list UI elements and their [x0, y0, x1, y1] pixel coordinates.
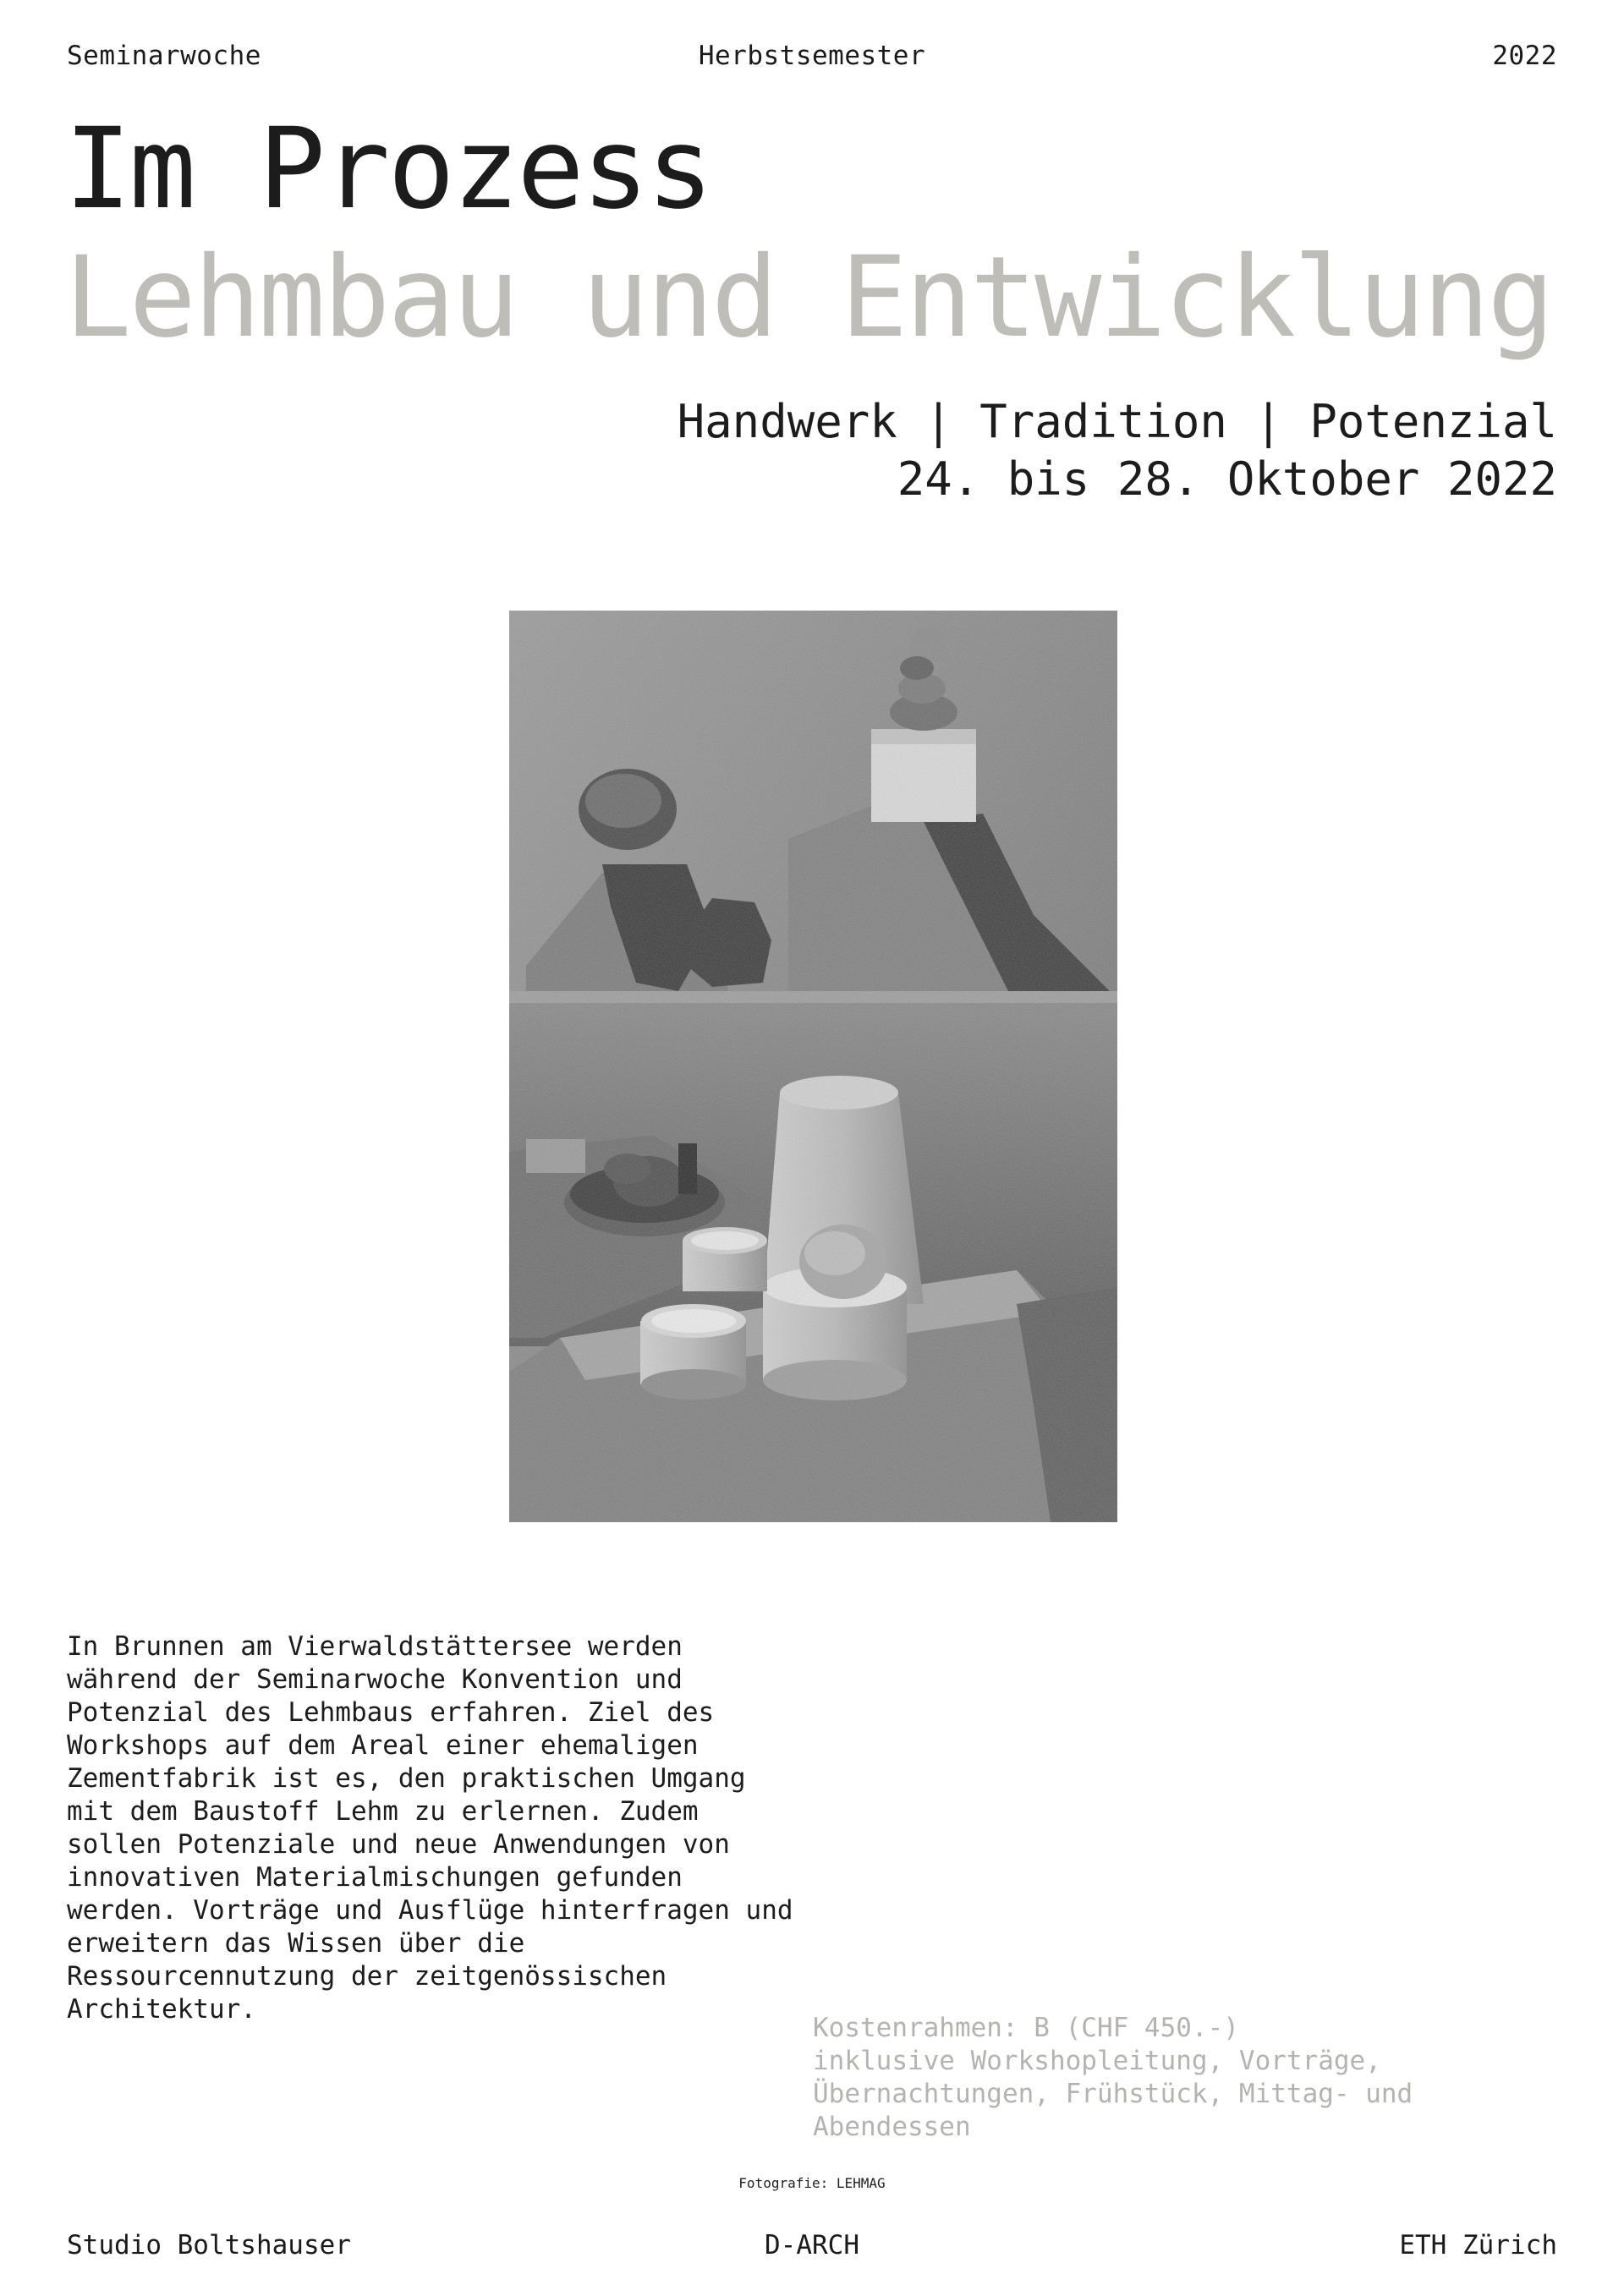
photo-clay-samples [509, 611, 1117, 1522]
footer-studio: Studio Boltshauser [67, 2230, 351, 2260]
header-center-label: Herbstsemester [698, 41, 926, 71]
tagline-keywords: Handwerk | Tradition | Potenzial [677, 395, 1557, 448]
description-line: sollen Potenziale und neue Anwendungen von [67, 1829, 730, 1860]
description-line: Workshops auf dem Areal einer ehemaligen [67, 1730, 699, 1761]
header-year-label: 2022 [1492, 41, 1557, 71]
header-left-label: Seminarwoche [67, 41, 261, 71]
description-line: Potenzial des Lehmbaus erfahren. Ziel des [67, 1697, 715, 1728]
description-line: Ressourcennutzung der zeitgenössischen [67, 1961, 667, 1992]
footer-department: D-ARCH [765, 2230, 859, 2260]
description-line: Zementfabrik ist es, den praktischen Umgang [67, 1763, 746, 1794]
description-line: In Brunnen am Vierwaldstättersee werden [67, 1631, 683, 1662]
page-subtitle: Lehmbau und Entwicklung [64, 233, 1552, 363]
cost-line: Abendessen [813, 2112, 971, 2142]
description-line: während der Seminarwoche Konvention und [67, 1664, 683, 1695]
tagline-dates: 24. bis 28. Oktober 2022 [897, 452, 1557, 506]
description-line: mit dem Baustoff Lehm zu erlernen. Zudem [67, 1796, 699, 1827]
description-line: innovativen Materialmischungen gefunden [67, 1862, 683, 1893]
description-line: erweitern das Wissen über die [67, 1928, 525, 1959]
footer-institution: ETH Zürich [1399, 2230, 1557, 2260]
cost-info [813, 2012, 1413, 2144]
description-line: Architektur. [67, 1994, 256, 2025]
description-paragraph [67, 1630, 845, 2026]
cost-line: Kostenrahmen: B (CHF 450.-) [813, 2013, 1239, 2043]
cost-line: Übernachtungen, Frühstück, Mittag- und [813, 2079, 1413, 2109]
page-title: Im Prozess [64, 104, 711, 234]
cost-line: inklusive Workshopleitung, Vorträge, [813, 2046, 1381, 2076]
photo-credit: Fotografie: LEHMAG [738, 2175, 886, 2191]
description-line: werden. Vorträge und Ausflüge hinterfragen und [67, 1895, 793, 1926]
